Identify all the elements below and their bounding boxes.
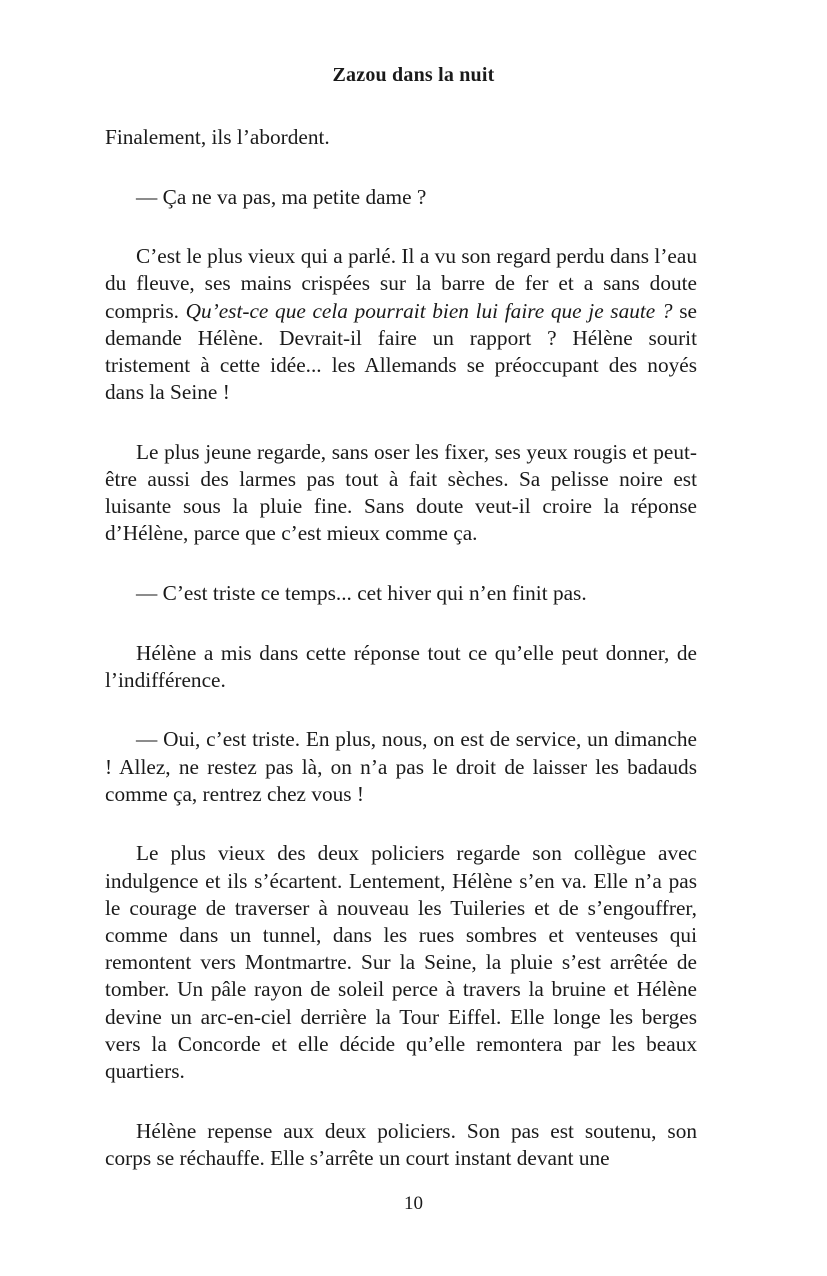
page-number: 10 <box>404 1193 423 1214</box>
body-text <box>105 124 697 1172</box>
paragraph: Finalement, ils l’abordent. <box>105 125 330 149</box>
paragraph: Le plus jeune regarde, sans oser les fixer, ses yeux rougis et peut-être aussi des larmes pas tout à fait sèches. Sa pelisse noire est luisante sous la pluie fine. Sans doute veut-il croire la réponse d’Hélène, parce que c’est mieux comme ça. <box>105 439 697 546</box>
paragraph-text: C’est le plus vieux qui a parlé. Il a vu son regard perdu dans l’eau du fleuve, ses mains crispées sur la barre de fer et a sans doute compris. <box>105 244 697 323</box>
paragraph: — Oui, c’est triste. En plus, nous, on est de service, un dimanche ! Allez, ne restez pas là, on n’a pas le droit de laisser les badauds comme ça, rentrez chez vous ! <box>105 727 697 806</box>
paragraph: — Ça ne va pas, ma petite dame ? <box>136 184 427 209</box>
paragraph: Le plus vieux des deux policiers regarde son collègue avec indulgence et ils s’écartent. Lentement, Hélène s’en va. Elle n’a pas le courage de traverser à nouveau les Tuileries et de s’engouffrer, comme dans un tunnel, dans les rues sombres et venteuses qui remontent vers Montmartre. Sur la Seine, la pluie s’est arrêtée de tomber. Un pâle rayon de soleil perce à travers la bruine et Hélène devine un arc-en-ciel derrière la Tour Eiffel. Elle longe les berges vers la Concorde et elle décide qu’elle remontera par les beaux quartiers. <box>105 841 697 1084</box>
running-title: Zazou dans la nuit <box>332 64 495 86</box>
paragraph: Hélène a mis dans cette réponse tout ce qu’elle peut donner, de l’indifférence. <box>105 640 697 692</box>
paragraph <box>105 243 697 406</box>
italic-thought: Qu’est-ce que cela pourrait bien lui faire que je saute ? <box>185 298 673 323</box>
paragraph: Hélène repense aux deux policiers. Son pas est soutenu, son corps se réchauffe. Elle s’arrête un court instant devant une <box>105 1118 697 1170</box>
paragraph: — C’est triste ce temps... cet hiver qui n’en finit pas. <box>136 581 587 605</box>
paragraph-text: se demande Hélène. Devrait-il faire un rapport ? Hélène sourit tristement à cette idée... les Allemands se préoccupant des noyés dans la Seine ! <box>105 298 697 405</box>
